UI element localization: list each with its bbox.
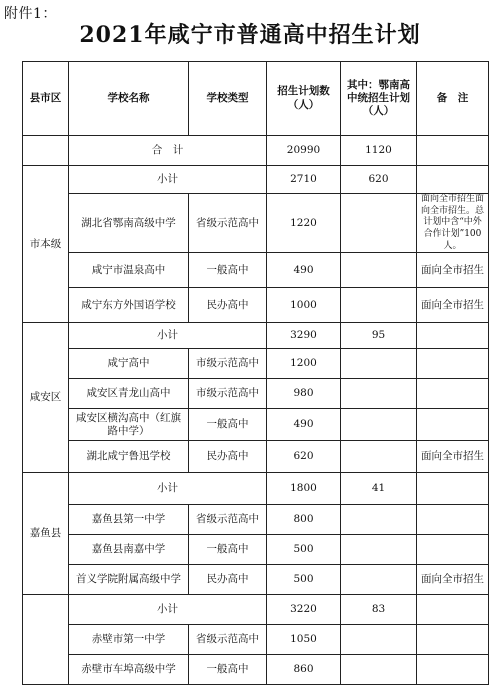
subtotal-row — [23, 323, 489, 349]
school-name: 咸宁高中 — [69, 349, 189, 379]
school-remark — [417, 379, 489, 409]
school-type: 一般高中 — [189, 253, 267, 288]
header-ehn-plan: 其中：鄂南高中统招生计划（人） — [341, 62, 417, 136]
school-plan: 1200 — [267, 349, 341, 379]
school-ehn-plan — [341, 409, 417, 441]
total-county-cell — [23, 136, 69, 166]
school-type: 民办高中 — [189, 441, 267, 473]
subtotal-ehn-plan: 620 — [341, 166, 417, 194]
table-row — [23, 625, 489, 655]
school-plan: 860 — [267, 655, 341, 685]
school-ehn-plan — [341, 625, 417, 655]
school-remark — [417, 505, 489, 535]
header-plan: 招生计划数（人） — [267, 62, 341, 136]
school-remark: 面向全市招生 — [417, 288, 489, 323]
school-ehn-plan — [341, 655, 417, 685]
school-remark: 面向全市招生 — [417, 253, 489, 288]
school-name: 赤壁市车埠高级中学 — [69, 655, 189, 685]
school-ehn-plan — [341, 288, 417, 323]
subtotal-label: 小计 — [69, 473, 267, 505]
document-title: 2021年咸宁市普通高中招生计划 — [79, 22, 421, 48]
school-name: 嘉鱼县第一中学 — [69, 505, 189, 535]
school-remark — [417, 349, 489, 379]
school-plan: 490 — [267, 253, 341, 288]
table-row — [23, 349, 489, 379]
table-row — [23, 288, 489, 323]
total-remark — [417, 136, 489, 166]
school-type: 市级示范高中 — [189, 349, 267, 379]
subtotal-remark — [417, 323, 489, 349]
school-plan: 500 — [267, 535, 341, 565]
subtotal-row — [23, 473, 489, 505]
total-plan: 20990 — [267, 136, 341, 166]
county-cell — [23, 595, 69, 685]
subtotal-plan: 2710 — [267, 166, 341, 194]
subtotal-ehn-plan: 95 — [341, 323, 417, 349]
school-plan: 490 — [267, 409, 341, 441]
school-name: 咸宁市温泉高中 — [69, 253, 189, 288]
school-name: 咸宁东方外国语学校 — [69, 288, 189, 323]
subtotal-remark — [417, 166, 489, 194]
school-ehn-plan — [341, 379, 417, 409]
header-county: 县市区 — [23, 62, 69, 136]
school-remark — [417, 535, 489, 565]
school-remark: 面向全市招生面向全市招生。总计划中含“中外合作计划”100人。 — [417, 194, 489, 253]
school-ehn-plan — [341, 349, 417, 379]
school-type: 市级示范高中 — [189, 379, 267, 409]
school-type: 省级示范高中 — [189, 194, 267, 253]
county-cell: 嘉鱼县 — [23, 473, 69, 595]
header-remark: 备 注 — [417, 62, 489, 136]
school-ehn-plan — [341, 441, 417, 473]
subtotal-row — [23, 166, 489, 194]
table-row — [23, 655, 489, 685]
table-row — [23, 194, 489, 253]
school-plan: 1000 — [267, 288, 341, 323]
table-row — [23, 535, 489, 565]
total-label: 合 计 — [69, 136, 267, 166]
subtotal-label: 小计 — [69, 323, 267, 349]
subtotal-row — [23, 595, 489, 625]
total-ehn-plan: 1120 — [341, 136, 417, 166]
enrollment-plan-table — [22, 61, 489, 685]
school-remark: 面向全市招生 — [417, 441, 489, 473]
school-plan: 620 — [267, 441, 341, 473]
subtotal-plan: 3290 — [267, 323, 341, 349]
school-plan: 1050 — [267, 625, 341, 655]
table-row — [23, 253, 489, 288]
table-row — [23, 505, 489, 535]
school-plan: 1220 — [267, 194, 341, 253]
total-row — [23, 136, 489, 166]
school-plan: 500 — [267, 565, 341, 595]
header-school-type: 学校类型 — [189, 62, 267, 136]
table-row — [23, 565, 489, 595]
school-ehn-plan — [341, 535, 417, 565]
school-type: 省级示范高中 — [189, 625, 267, 655]
attachment-label: 附件1： — [4, 6, 57, 22]
county-cell: 咸安区 — [23, 323, 69, 473]
school-name: 湖北省鄂南高级中学 — [69, 194, 189, 253]
school-name: 赤壁市第一中学 — [69, 625, 189, 655]
subtotal-label: 小计 — [69, 166, 267, 194]
school-ehn-plan — [341, 253, 417, 288]
school-type: 一般高中 — [189, 535, 267, 565]
school-remark — [417, 655, 489, 685]
subtotal-plan: 3220 — [267, 595, 341, 625]
school-name: 首义学院附属高级中学 — [69, 565, 189, 595]
school-name: 嘉鱼县南嘉中学 — [69, 535, 189, 565]
school-name: 咸安区青龙山高中 — [69, 379, 189, 409]
school-ehn-plan — [341, 505, 417, 535]
subtotal-plan: 1800 — [267, 473, 341, 505]
school-type: 一般高中 — [189, 409, 267, 441]
school-plan: 980 — [267, 379, 341, 409]
school-type: 省级示范高中 — [189, 505, 267, 535]
subtotal-remark — [417, 595, 489, 625]
table-row — [23, 409, 489, 441]
county-cell: 市本级 — [23, 166, 69, 323]
school-remark — [417, 625, 489, 655]
school-name: 湖北咸宁鲁迅学校 — [69, 441, 189, 473]
school-type: 民办高中 — [189, 565, 267, 595]
school-name: 咸安区横沟高中（红旗路中学） — [69, 409, 189, 441]
school-ehn-plan — [341, 565, 417, 595]
school-remark — [417, 409, 489, 441]
school-plan: 800 — [267, 505, 341, 535]
table-row — [23, 441, 489, 473]
header-school-name: 学校名称 — [69, 62, 189, 136]
table-row — [23, 379, 489, 409]
school-type: 一般高中 — [189, 655, 267, 685]
subtotal-ehn-plan: 83 — [341, 595, 417, 625]
school-type: 民办高中 — [189, 288, 267, 323]
subtotal-remark — [417, 473, 489, 505]
subtotal-ehn-plan: 41 — [341, 473, 417, 505]
subtotal-label: 小计 — [69, 595, 267, 625]
school-ehn-plan — [341, 194, 417, 253]
header-row — [23, 62, 489, 136]
school-remark: 面向全市招生 — [417, 565, 489, 595]
